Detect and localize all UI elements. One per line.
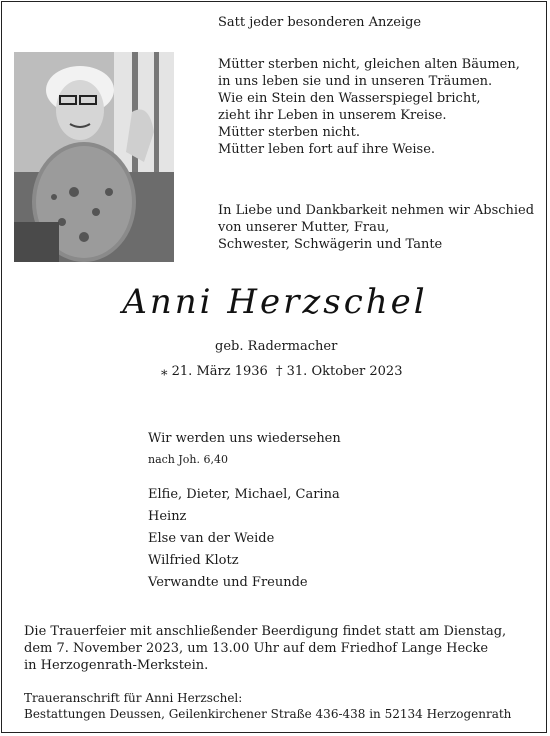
header-notice: Satt jeder besonderen Anzeige bbox=[218, 15, 422, 30]
address-line: Traueranschrift für Anni Herzschel: bbox=[24, 691, 243, 705]
farewell-line: Schwester, Schwägerin und Tante bbox=[218, 237, 443, 252]
farewell-line: In Liebe und Dankbarkeit nehmen wir Abschied bbox=[218, 203, 535, 218]
mourner: Verwandte und Freunde bbox=[148, 575, 308, 590]
mourners-list bbox=[148, 486, 340, 591]
quote-source: nach Joh. 6,40 bbox=[148, 453, 228, 466]
maiden-name: geb. Radermacher bbox=[215, 339, 338, 354]
mourner: Heinz bbox=[148, 509, 187, 524]
mourner: Elfie, Dieter, Michael, Carina bbox=[148, 487, 340, 502]
mourning-address bbox=[24, 690, 511, 722]
ceremony-line: dem 7. November 2023, um 13.00 Uhr auf dem Friedhof Lange Hecke bbox=[24, 641, 489, 656]
mourner: Else van der Weide bbox=[148, 531, 275, 546]
ceremony-info bbox=[24, 623, 506, 674]
address-line: Bestattungen Deussen, Geilenkirchener Straße 436-438 in 52134 Herzogenrath bbox=[24, 707, 512, 721]
birth-date: ⁎ 21. März 1936 bbox=[161, 364, 268, 379]
farewell-text bbox=[218, 202, 534, 253]
ceremony-line: Die Trauerfeier mit anschließender Beerdigung findet statt am Dienstag, bbox=[24, 624, 507, 639]
deceased-name: Anni Herzschel bbox=[122, 282, 428, 322]
poem-line: zieht ihr Leben in unserem Kreise. bbox=[218, 108, 447, 123]
poem-line: Mütter sterben nicht. bbox=[218, 125, 361, 140]
ceremony-line: in Herzogenrath-Merkstein. bbox=[24, 658, 209, 673]
farewell-line: von unserer Mutter, Frau, bbox=[218, 220, 390, 235]
poem-line: Mütter leben fort auf ihre Weise. bbox=[218, 142, 436, 157]
poem-line: in uns leben sie und in unseren Träumen. bbox=[218, 74, 493, 89]
poem bbox=[218, 56, 520, 158]
poem-line: Mütter sterben nicht, gleichen alten Bäumen, bbox=[218, 57, 520, 72]
portrait-photo bbox=[14, 52, 174, 262]
mourner: Wilfried Klotz bbox=[148, 553, 239, 568]
poem-line: Wie ein Stein den Wasserspiegel bricht, bbox=[218, 91, 481, 106]
death-date: † 31. Oktober 2023 bbox=[276, 364, 403, 379]
quote-text: Wir werden uns wiedersehen bbox=[148, 431, 341, 446]
